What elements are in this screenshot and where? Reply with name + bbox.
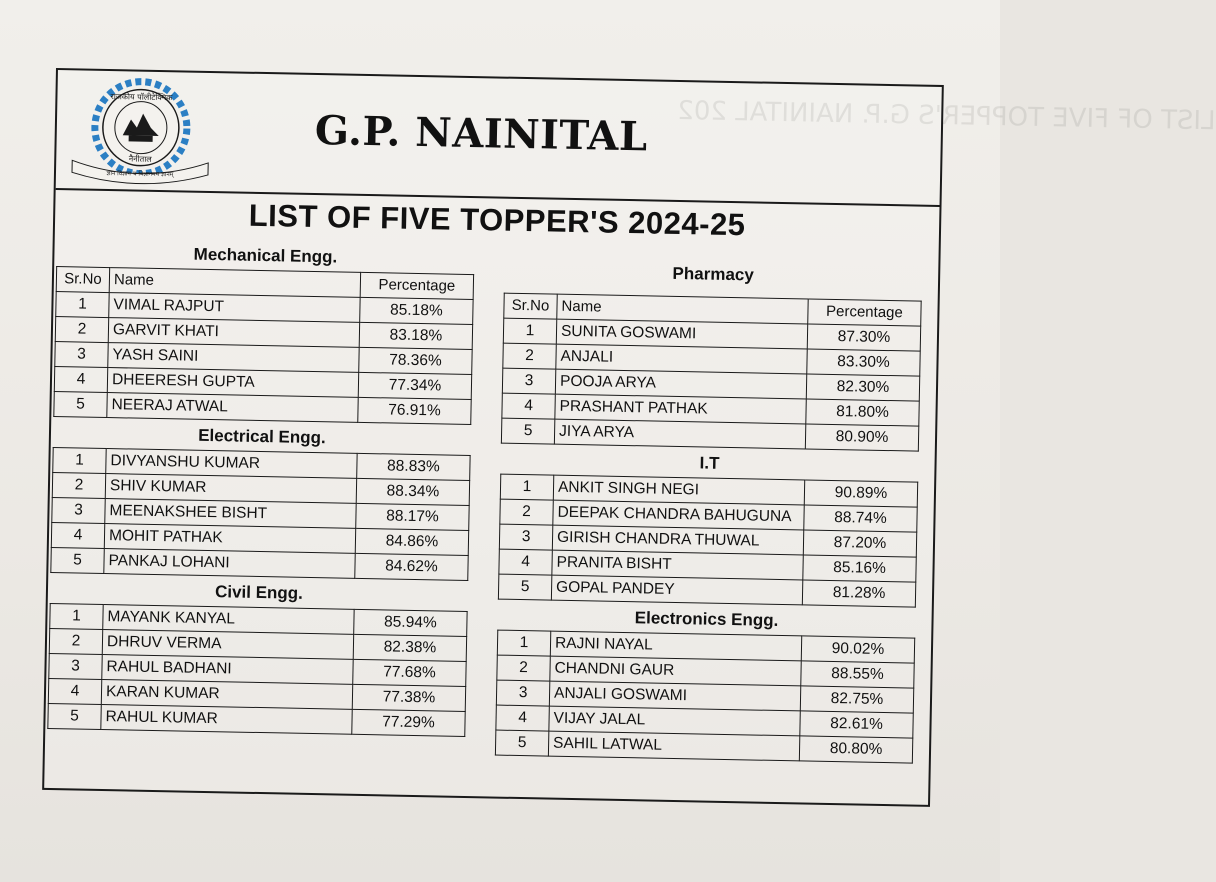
cell-name: ANJALI GOSWAMI [549,681,800,711]
bleed-through-text: LIST OF FIVE TOPPER'S G.P. NAINITAL 202 [677,95,1216,137]
header-percentage: Percentage [360,272,473,299]
section-title-pharmacy: Pharmacy [672,263,754,285]
cell-percentage: 82.75% [800,686,913,713]
right-column [495,245,923,764]
header-percentage: Percentage [808,299,921,326]
cell-sr: 5 [51,547,104,573]
cell-name: RAHUL KUMAR [101,704,352,734]
cell-name: PRASHANT PATHAK [555,394,806,424]
college-title: G.P. NAINITAL [314,106,649,161]
cell-percentage: 80.80% [799,736,912,763]
cell-sr: 3 [52,498,105,524]
cell-percentage: 76.91% [358,397,471,424]
cell-name: VIMAL RAJPUT [109,293,360,323]
cell-percentage: 78.36% [359,347,472,374]
cell-sr: 4 [499,549,552,575]
cell-percentage: 77.68% [353,659,466,686]
header-name: Name [109,268,360,298]
table-pharmacy [501,293,922,452]
cell-sr: 4 [51,523,104,549]
cell-sr: 2 [500,499,553,525]
cell-percentage: 82.30% [806,374,919,401]
cell-name: GIRISH CHANDRA THUWAL [552,525,803,555]
header-sr: Sr.No [56,267,109,293]
cell-percentage: 88.17% [356,503,469,530]
cell-percentage: 90.02% [801,636,914,663]
cell-sr: 3 [496,680,549,706]
logo-text-top: राजकीय पॉलीटेक्निक [110,92,173,103]
header-name: Name [557,294,808,324]
section-title-mechanical: Mechanical Engg. [193,244,338,267]
section-title-electronics: Electronics Engg. [634,608,779,630]
cell-sr: 1 [53,448,106,474]
cell-name: PANKAJ LOHANI [104,549,355,579]
cell-percentage: 82.38% [353,634,466,661]
cell-sr: 3 [49,653,102,679]
table-mechanical [53,266,474,425]
cell-sr: 2 [55,317,108,343]
cell-sr: 2 [49,628,102,654]
header-sr: Sr.No [504,293,557,319]
cell-percentage: 84.86% [355,528,468,555]
cell-name: YASH SAINI [108,343,359,373]
cell-percentage: 87.30% [807,324,920,351]
cell-percentage: 83.18% [359,322,472,349]
cell-sr: 3 [55,342,108,368]
section-title-electrical: Electrical Engg. [198,425,326,448]
cell-name: DIVYANSHU KUMAR [106,449,357,479]
cell-percentage: 85.16% [803,555,916,582]
cell-sr: 5 [48,703,101,729]
cell-name: SHIV KUMAR [105,474,356,504]
cell-sr: 4 [502,393,555,419]
cell-sr: 5 [498,574,551,600]
logo-text-bottom: नैनीताल [128,154,152,164]
cell-name: MEENAKSHEE BISHT [105,499,356,529]
cell-percentage: 82.61% [800,711,913,738]
cell-name: SUNITA GOSWAMI [556,319,807,349]
cell-sr: 3 [499,524,552,550]
section-title-it: I.T [699,453,720,473]
cell-percentage: 81.80% [806,399,919,426]
cell-percentage: 83.30% [807,349,920,376]
cell-name: DHRUV VERMA [102,630,353,660]
cell-sr: 1 [500,474,553,500]
left-column [47,236,474,737]
cell-name: ANKIT SINGH NEGI [553,475,804,505]
cell-name: MAYANK KANYAL [103,605,354,635]
cell-name: SAHIL LATWAL [548,731,799,761]
cell-name: PRANITA BISHT [552,550,803,580]
cell-sr: 2 [52,473,105,499]
cell-sr: 5 [495,730,548,756]
cell-percentage: 81.28% [802,580,915,607]
cell-name: POOJA ARYA [555,369,806,399]
cell-percentage: 84.62% [355,553,468,580]
cell-percentage: 87.20% [803,530,916,557]
cell-percentage: 77.38% [352,684,465,711]
cell-sr: 1 [497,630,550,656]
cell-sr: 5 [501,418,554,444]
list-title: LIST OF FIVE TOPPER'S 2024-25 [248,197,746,243]
cell-name: MOHIT PATHAK [104,524,355,554]
section-title-civil: Civil Engg. [214,582,304,603]
cell-name: RAJNI NAYAL [550,631,801,661]
cell-percentage: 88.55% [801,661,914,688]
table-it [498,474,918,608]
logo-ribbon-text: ज्ञान विज्ञान च विज्ञानमय ज्ञानम् [106,169,174,179]
cell-percentage: 77.29% [352,709,465,736]
table-electrical [50,447,470,581]
cell-sr: 1 [503,318,556,344]
cell-sr: 1 [56,292,109,318]
cell-percentage: 85.18% [360,297,473,324]
cell-sr: 5 [54,392,107,418]
cell-name: GARVIT KHATI [108,318,359,348]
cell-sr: 3 [502,368,555,394]
cell-name: ANJALI [556,344,807,374]
cell-sr: 4 [496,705,549,731]
cell-percentage: 88.74% [804,505,917,532]
cell-name: KARAN KUMAR [101,679,352,709]
cell-name: DEEPAK CHANDRA BAHUGUNA [553,500,804,530]
topper-list-frame [42,68,1216,807]
cell-percentage: 85.94% [354,609,467,636]
cell-name: CHANDNI GAUR [550,656,801,686]
cell-sr: 1 [50,603,103,629]
cell-name: GOPAL PANDEY [551,575,802,605]
college-logo [64,74,216,185]
cell-name: DHEERESH GUPTA [107,368,358,398]
cell-percentage: 88.83% [357,453,470,480]
cell-percentage: 77.34% [358,372,471,399]
cell-percentage: 88.34% [356,478,469,505]
cell-sr: 4 [54,367,107,393]
cell-name: RAHUL BADHANI [102,654,353,684]
table-electronics [495,630,915,764]
cell-name: VIJAY JALAL [549,706,800,736]
cell-sr: 4 [48,678,101,704]
cell-sr: 2 [503,343,556,369]
cell-percentage: 90.89% [804,480,917,507]
cell-percentage: 80.90% [805,424,918,451]
cell-name: NEERAJ ATWAL [107,393,358,423]
cell-sr: 2 [497,655,550,681]
table-civil [47,603,467,737]
cell-name: JIYA ARYA [554,419,805,449]
header-row [56,70,1216,207]
